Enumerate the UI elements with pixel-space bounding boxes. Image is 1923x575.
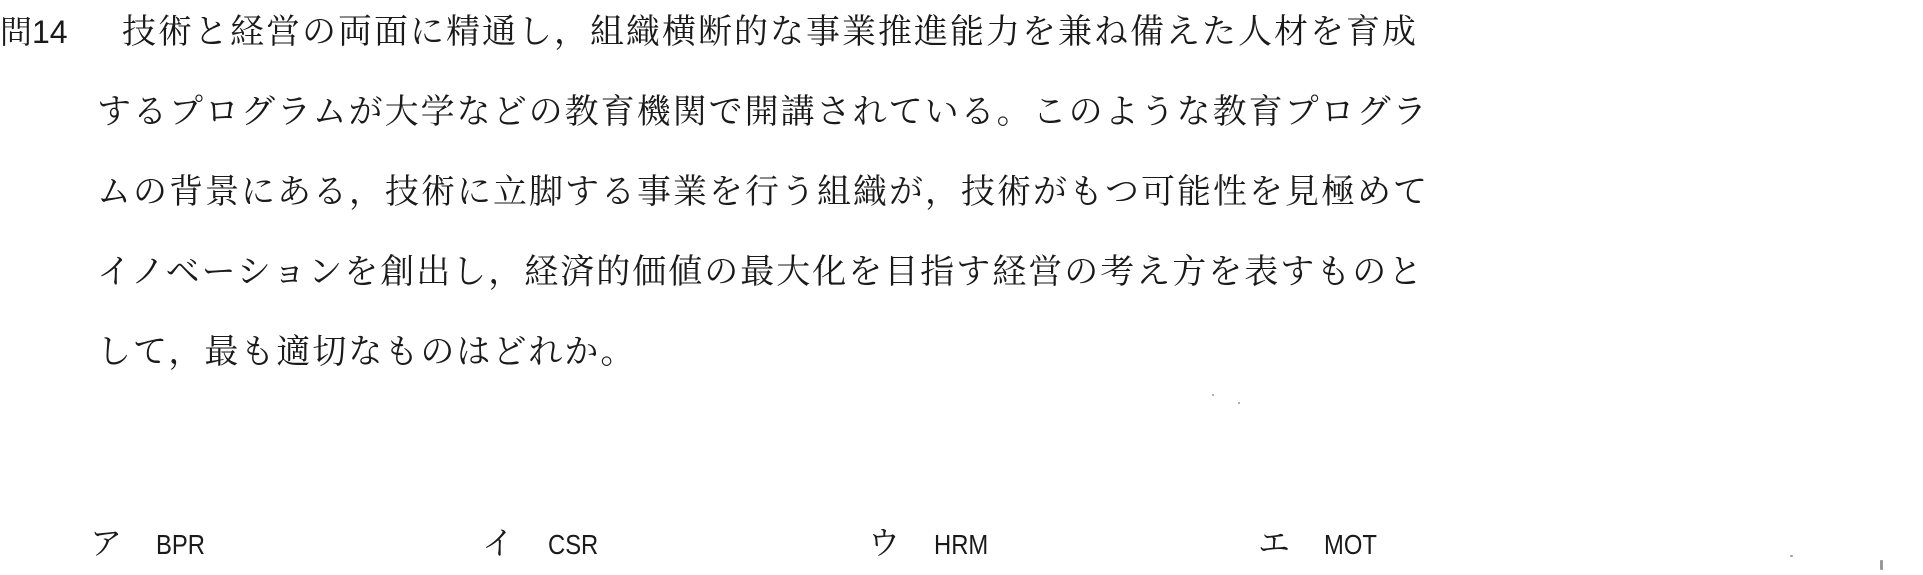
option-u[interactable]: [868, 518, 998, 568]
scan-speck: [1790, 555, 1793, 557]
question-number: 問14: [0, 14, 68, 50]
scan-speck: [1238, 402, 1240, 404]
option-text: BPR: [156, 529, 205, 560]
option-text: CSR: [548, 529, 599, 560]
option-label: ウ: [868, 524, 901, 562]
scan-speck: [1212, 394, 1214, 396]
scan-speck: [1880, 560, 1883, 570]
option-label: エ: [1258, 524, 1291, 562]
question-text-line: 技術と経営の両面に精通し，組織横断的な事業推進能力を兼ね備えた人材を育成: [122, 12, 1418, 52]
question-text-line: ムの背景にある，技術に立脚する事業を行う組織が，技術がもつ可能性を見極めて: [97, 172, 1429, 212]
question-text-line: イノベーションを創出し，経済的価値の最大化を目指す経営の考え方を表すものと: [97, 252, 1425, 292]
option-a[interactable]: [90, 518, 214, 568]
question-text-line: するプログラムが大学などの教育機関で開講されている。このような教育プログラ: [97, 92, 1429, 132]
question-text-line: して，最も適切なものはどれか。: [97, 332, 637, 372]
option-text: HRM: [934, 529, 989, 560]
option-i[interactable]: [482, 518, 607, 568]
option-label: イ: [482, 524, 515, 562]
option-label: ア: [90, 524, 123, 562]
answer-options: [0, 518, 1923, 568]
option-text: MOT: [1324, 529, 1377, 560]
option-e[interactable]: [1258, 518, 1386, 568]
